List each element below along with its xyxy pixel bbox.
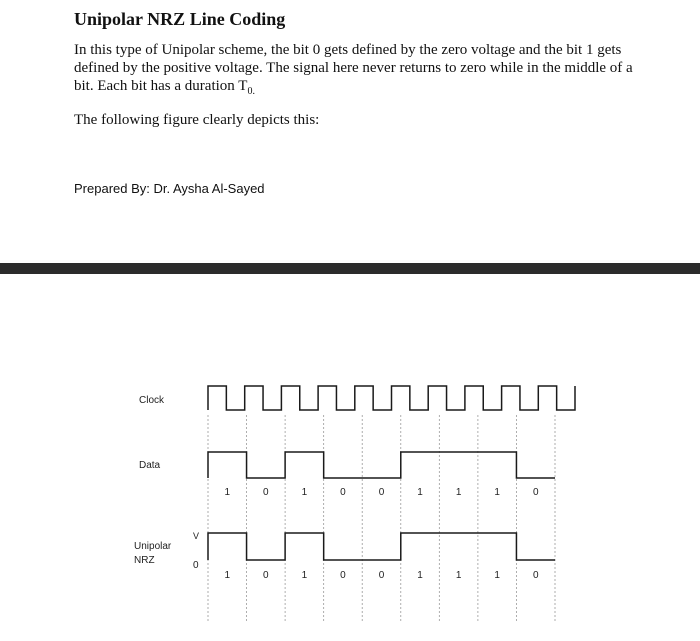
nrz-bit-labels	[224, 570, 538, 581]
nrz-bit-label: 0	[378, 570, 385, 581]
nrz-row-label-line1: Unipolar	[134, 541, 172, 552]
figure-intro-text: The following figure clearly depicts this:	[74, 112, 320, 128]
duration-subscript: 0.	[247, 86, 255, 97]
nrz-bit-label: 1	[301, 570, 308, 581]
nrz-bit-label: 0	[532, 570, 539, 581]
nrz-bit-label: 1	[494, 570, 500, 581]
data-waveform	[208, 452, 555, 478]
clock-waveform	[208, 386, 575, 410]
nrz-bit-label: 1	[455, 570, 462, 581]
zero-level-label: 0	[193, 560, 199, 571]
nrz-bit-label: 0	[263, 570, 269, 581]
data-bit-label: 0	[378, 487, 385, 498]
description-text: In this type of Unipolar scheme, the bit 0 gets defined by the zero voltage and the bit 1 gets defined by the positive voltage. The signal here never returns to zero while in the middle of a bit. Each bit has a duration T	[74, 42, 633, 94]
prepared-by-text: Prepared By: Dr. Aysha Al-Sayed	[74, 181, 265, 196]
data-bit-label: 1	[224, 487, 231, 498]
data-row-label: Data	[139, 460, 161, 471]
data-bit-labels	[224, 487, 538, 498]
data-bit-label: 1	[301, 487, 308, 498]
clock-row-label: Clock	[139, 395, 165, 406]
bit-grid-lines	[208, 415, 555, 622]
nrz-waveform	[208, 533, 555, 560]
voltage-level-label: V	[193, 531, 200, 541]
waveforms	[208, 386, 575, 560]
data-bit-label: 1	[417, 487, 423, 498]
nrz-bit-label: 0	[340, 570, 346, 581]
nrz-bit-label: 1	[224, 570, 231, 581]
data-bit-label: 0	[340, 487, 346, 498]
data-bit-label: 0	[532, 487, 539, 498]
page-title: Unipolar NRZ Line Coding	[74, 9, 286, 29]
data-bit-label: 1	[455, 487, 462, 498]
nrz-bit-label: 1	[417, 570, 423, 581]
nrz-row-label-line2: NRZ	[134, 555, 155, 566]
data-bit-label: 0	[263, 487, 269, 498]
data-bit-label: 1	[494, 487, 500, 498]
